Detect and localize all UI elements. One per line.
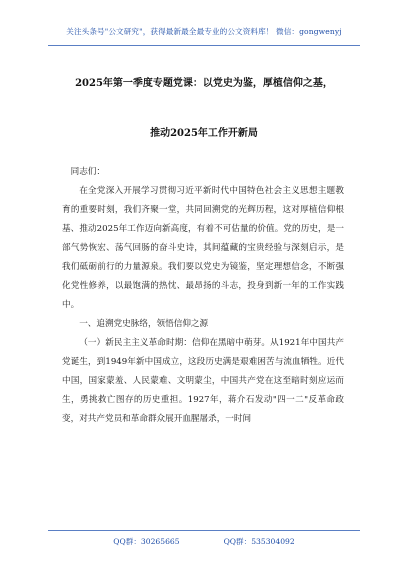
document-title-line2: 推动2025年工作开新局	[150, 128, 258, 139]
footer-qq-group-1: QQ群：30265665	[113, 537, 180, 546]
subsection-paragraph: （一）新民主主义革命时期：信仰在黑暗中萌芽。从1921年中国共产党诞生，到1949年新中国成立，这段历史满是艰难困苦与流血牺牲。近代中国，国家蒙羞、人民蒙难、文明蒙尘，中国共产党在这至暗时刻应运而生，勇挑救亡图存的历史重担。1927年，蒋介石发动"四一二"反革命政变，对共产党员和革命群众展开血腥屠杀，一时间	[62, 338, 344, 424]
header-banner: 关注头条号"公文研究"，获得最新最全最专业的公文资料库！ 微信：gongwenyj	[66, 27, 342, 36]
header-divider	[48, 45, 360, 46]
footer-qq-group-2: QQ群：535304092	[223, 537, 295, 546]
section-heading: 一、追溯党史脉络，领悟信仰之源	[79, 319, 209, 329]
salutation: 同志们：	[70, 167, 105, 177]
intro-paragraph: 在全党深入开展学习贯彻习近平新时代中国特色社会主义思想主题教育的重要时刻，我们齐聚一堂，共同回溯党的光辉历程，这对厚植信仰根基、推动2025年工作迈向新高度，有着不可估量的价值。党的历史，是一部气势恢宏、荡气回肠的奋斗史诗，其间蕴藏的宝贵经验与深刻启示，是我们砥砺前行的力量源泉。我们要以党史为镜鉴，坚定理想信念，不断强化党性修养，以最饱满的热忱、最昂扬的斗志，投身到新一年的工作实践中。	[62, 186, 344, 310]
document-title-line1: 2025年第一季度专题党课：以党史为鉴，厚植信仰之基，	[75, 78, 333, 89]
footer-divider	[48, 530, 360, 531]
document-body	[62, 163, 344, 429]
footer	[0, 536, 408, 547]
